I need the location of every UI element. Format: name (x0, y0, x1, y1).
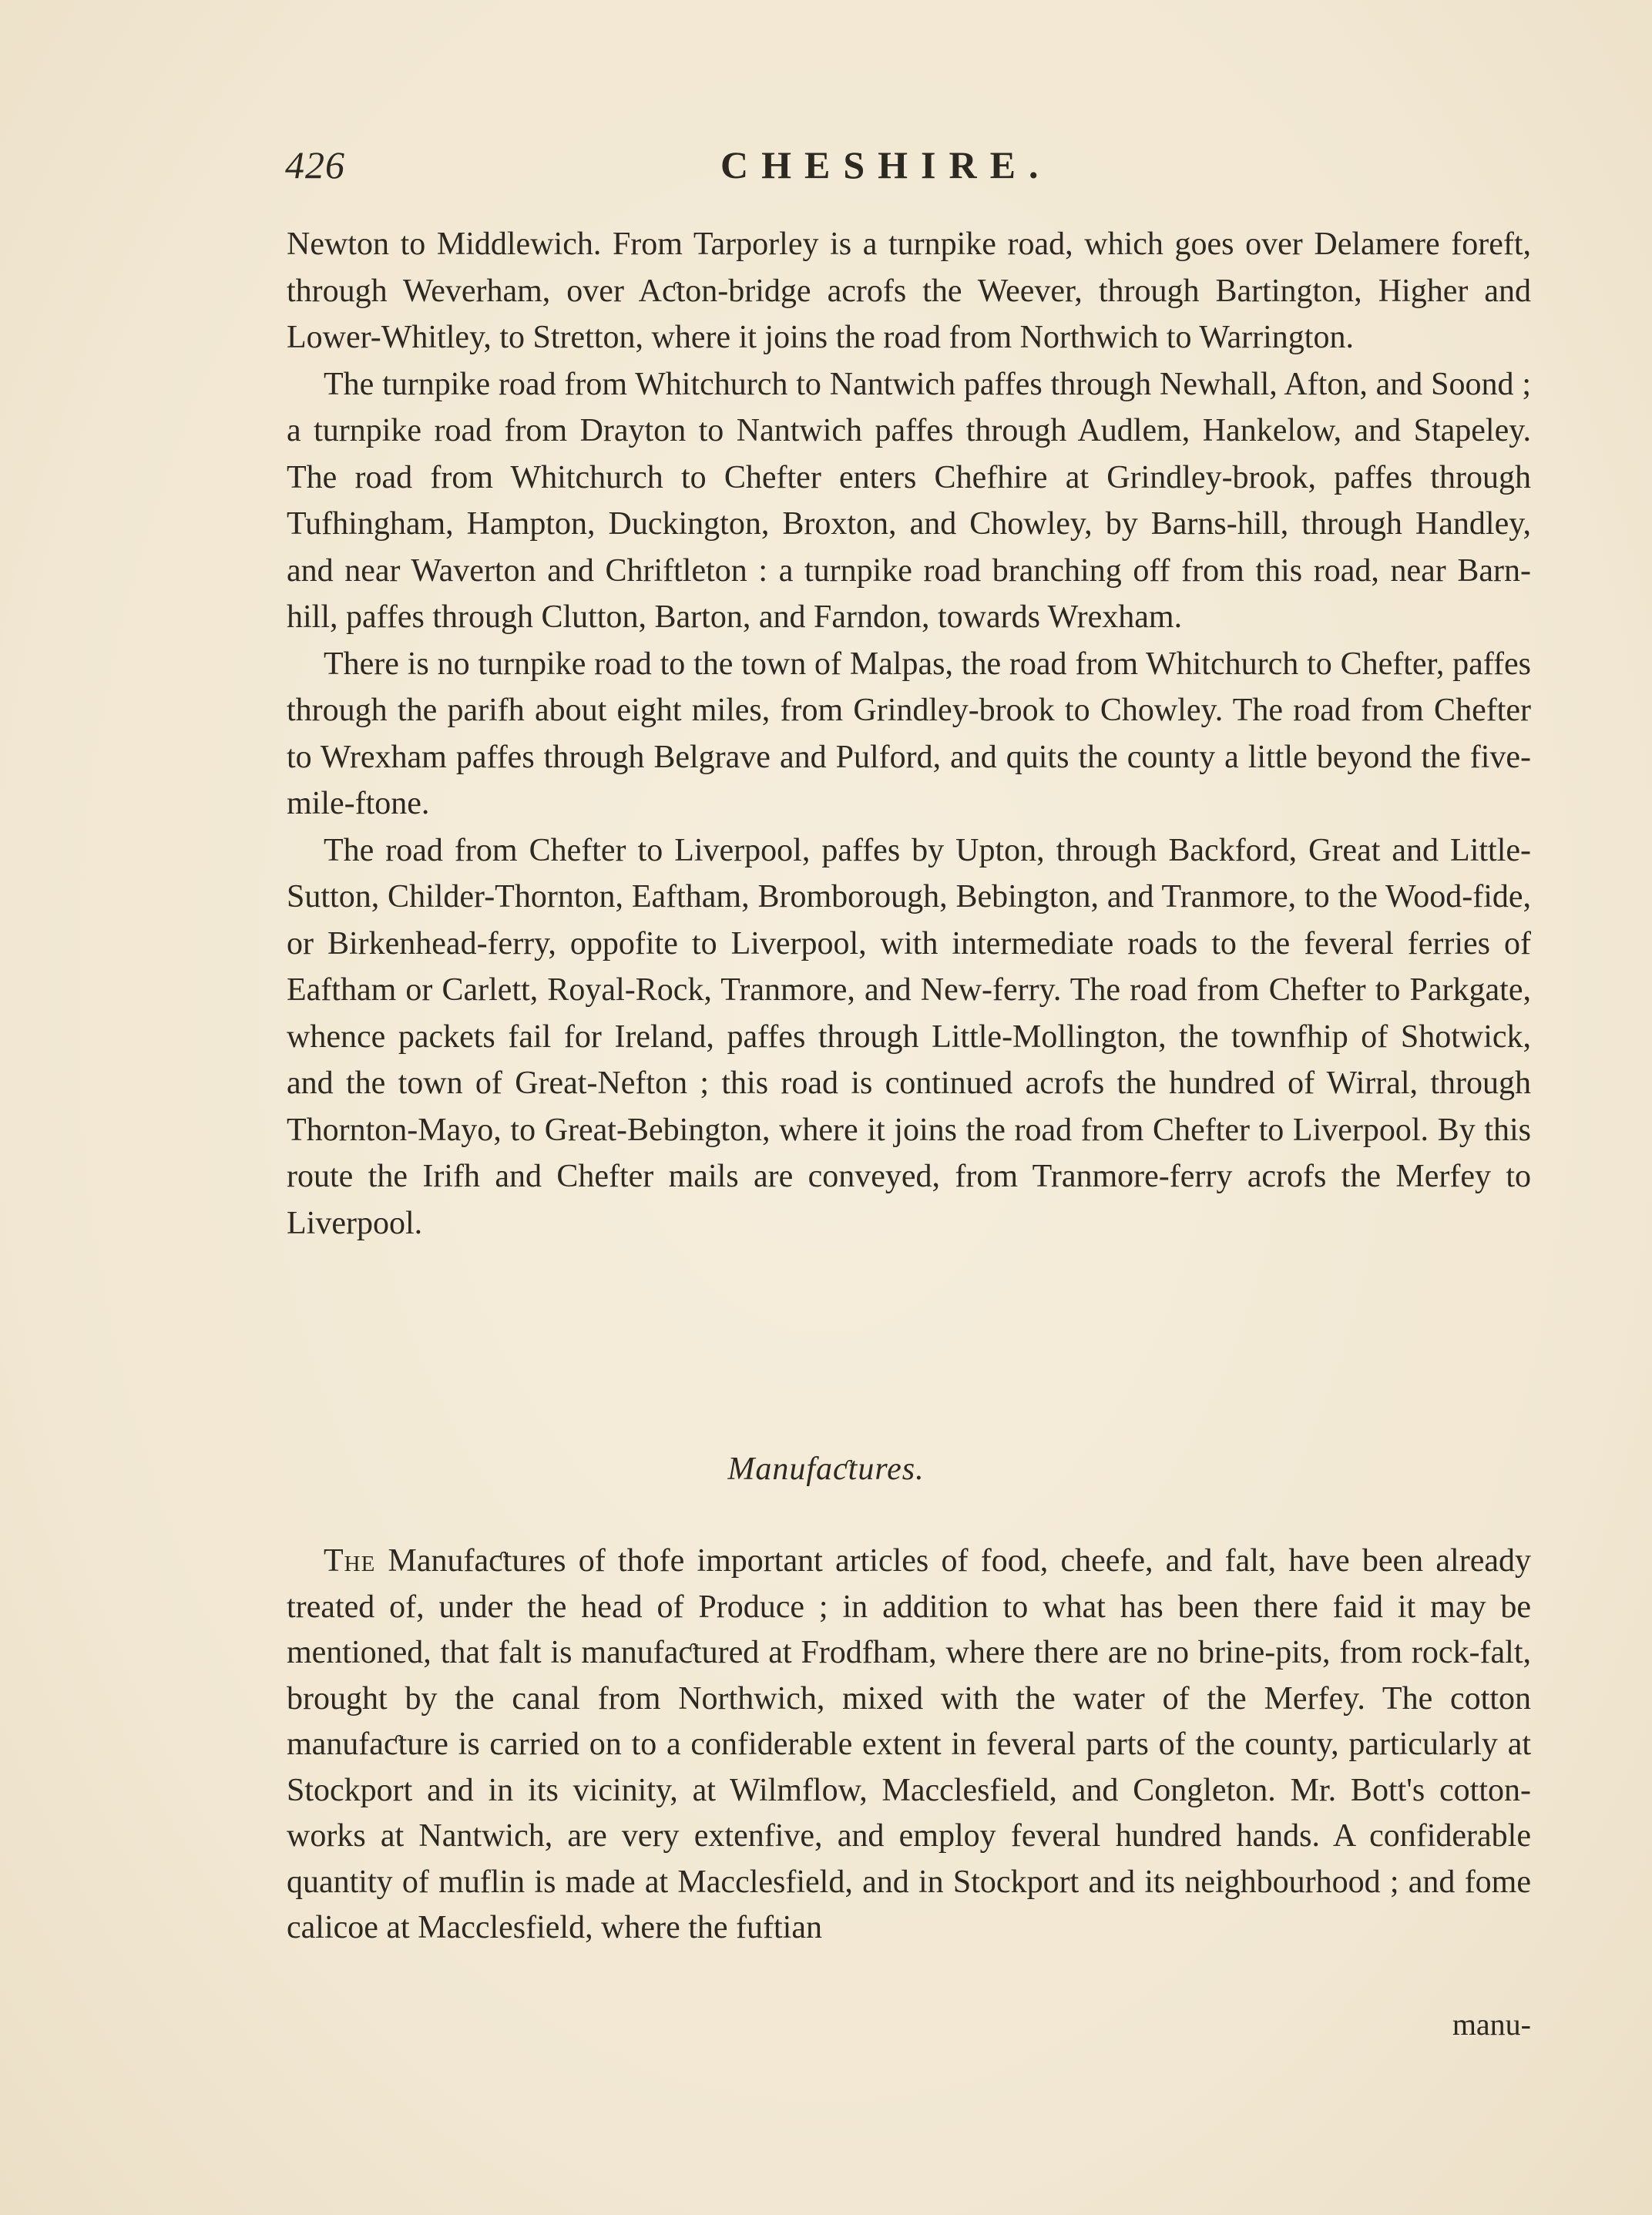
paragraph: There is no turnpike road to the town of Malpas, the road from Whitchurch to Chefter, paffes through the parifh about eight miles, from Grindley-brook to Chowley. The road from Chefter to Wrexham paffes through Belgrave and Pulford, and quits the county a little beyond the five-mile-ftone. (287, 646, 1531, 821)
paragraph (287, 1539, 1531, 1952)
section-heading-manufactures: Manufaƈtures. (727, 1451, 925, 1487)
paragraph-continuation: Newton to Middlewich. From Tarporley is a turnpike road, which goes over Delamere foreft, through Weverham, over Aƈton-bridge acrofs the Weever, through Bartington, Higher and Lower-Whitley, to Stretton, where it joins the road from Northwich to Warrington. (287, 227, 1531, 355)
page-header (285, 143, 1533, 196)
manufactures-section (287, 1539, 1531, 1952)
catchword: manu- (1452, 2007, 1531, 2042)
running-title: CHESHIRE. (720, 143, 1052, 186)
paragraph-lead-word: The (324, 1543, 376, 1579)
paragraph-body: Manufaƈtures of thofe important articles of food, cheefe, and falt, have been already treated of, under the head of Produce ; in addition to what has been there faid it may be mentioned, that falt is manufaƈtured at Frodfham, where there are no brine-pits, from rock-falt, brought by the canal from Northwich, mixed with the water of the Merfey. The cotton manufaƈture is carried on to a confiderable extent in feveral parts of the county, particularly at Stockport and in its vicinity, at Wilmflow, Macclesfield, and Congleton. Mr. Bott's cotton-works at Nantwich, are very extenfive, and employ feveral hundred hands. A confiderable quantity of muflin is made at Macclesfield, and in Stockport and its neighbourhood ; and fome calicoe at Macclesfield, where the fuftian (287, 1543, 1531, 1945)
page-number: 426 (285, 143, 345, 186)
roads-section (287, 221, 1531, 1247)
paragraph: The turnpike road from Whitchurch to Nantwich paffes through Newhall, Afton, and Soond ; a turnpike road from Drayton to Nantwich paffes through Audlem, Hankelow, and Stapeley. The road from Whitchurch to Chefter enters Chefhire at Grindley-brook, paffes through Tufhingham, Hampton, Duckington, Broxton, and Chowley, by Barns-hill, through Handley, and near Waverton and Chriftleton : a turnpike road branching off from this road, near Barn-hill, paffes through Clutton, Barton, and Farndon, towards Wrexham. (287, 366, 1531, 635)
paragraph: The road from Chefter to Liverpool, paffes by Upton, through Backford, Great and Little-Sutton, Childer-Thornton, Eaftham, Bromborough, Bebington, and Tranmore, to the Wood-fide, or Birkenhead-ferry, oppofite to Liverpool, with intermediate roads to the feveral ferries of Eaftham or Carlett, Royal-Rock, Tranmore, and New-ferry. The road from Chefter to Parkgate, whence packets fail for Ireland, paffes through Little-Mollington, the townfhip of Shotwick, and the town of Great-Nefton ; this road is continued acrofs the hundred of Wirral, through Thornton-Mayo, to Great-Bebington, where it joins the road from Chefter to Liverpool. By this route the Irifh and Chefter mails are conveyed, from Tranmore-ferry acrofs the Merfey to Liverpool. (287, 832, 1531, 1241)
